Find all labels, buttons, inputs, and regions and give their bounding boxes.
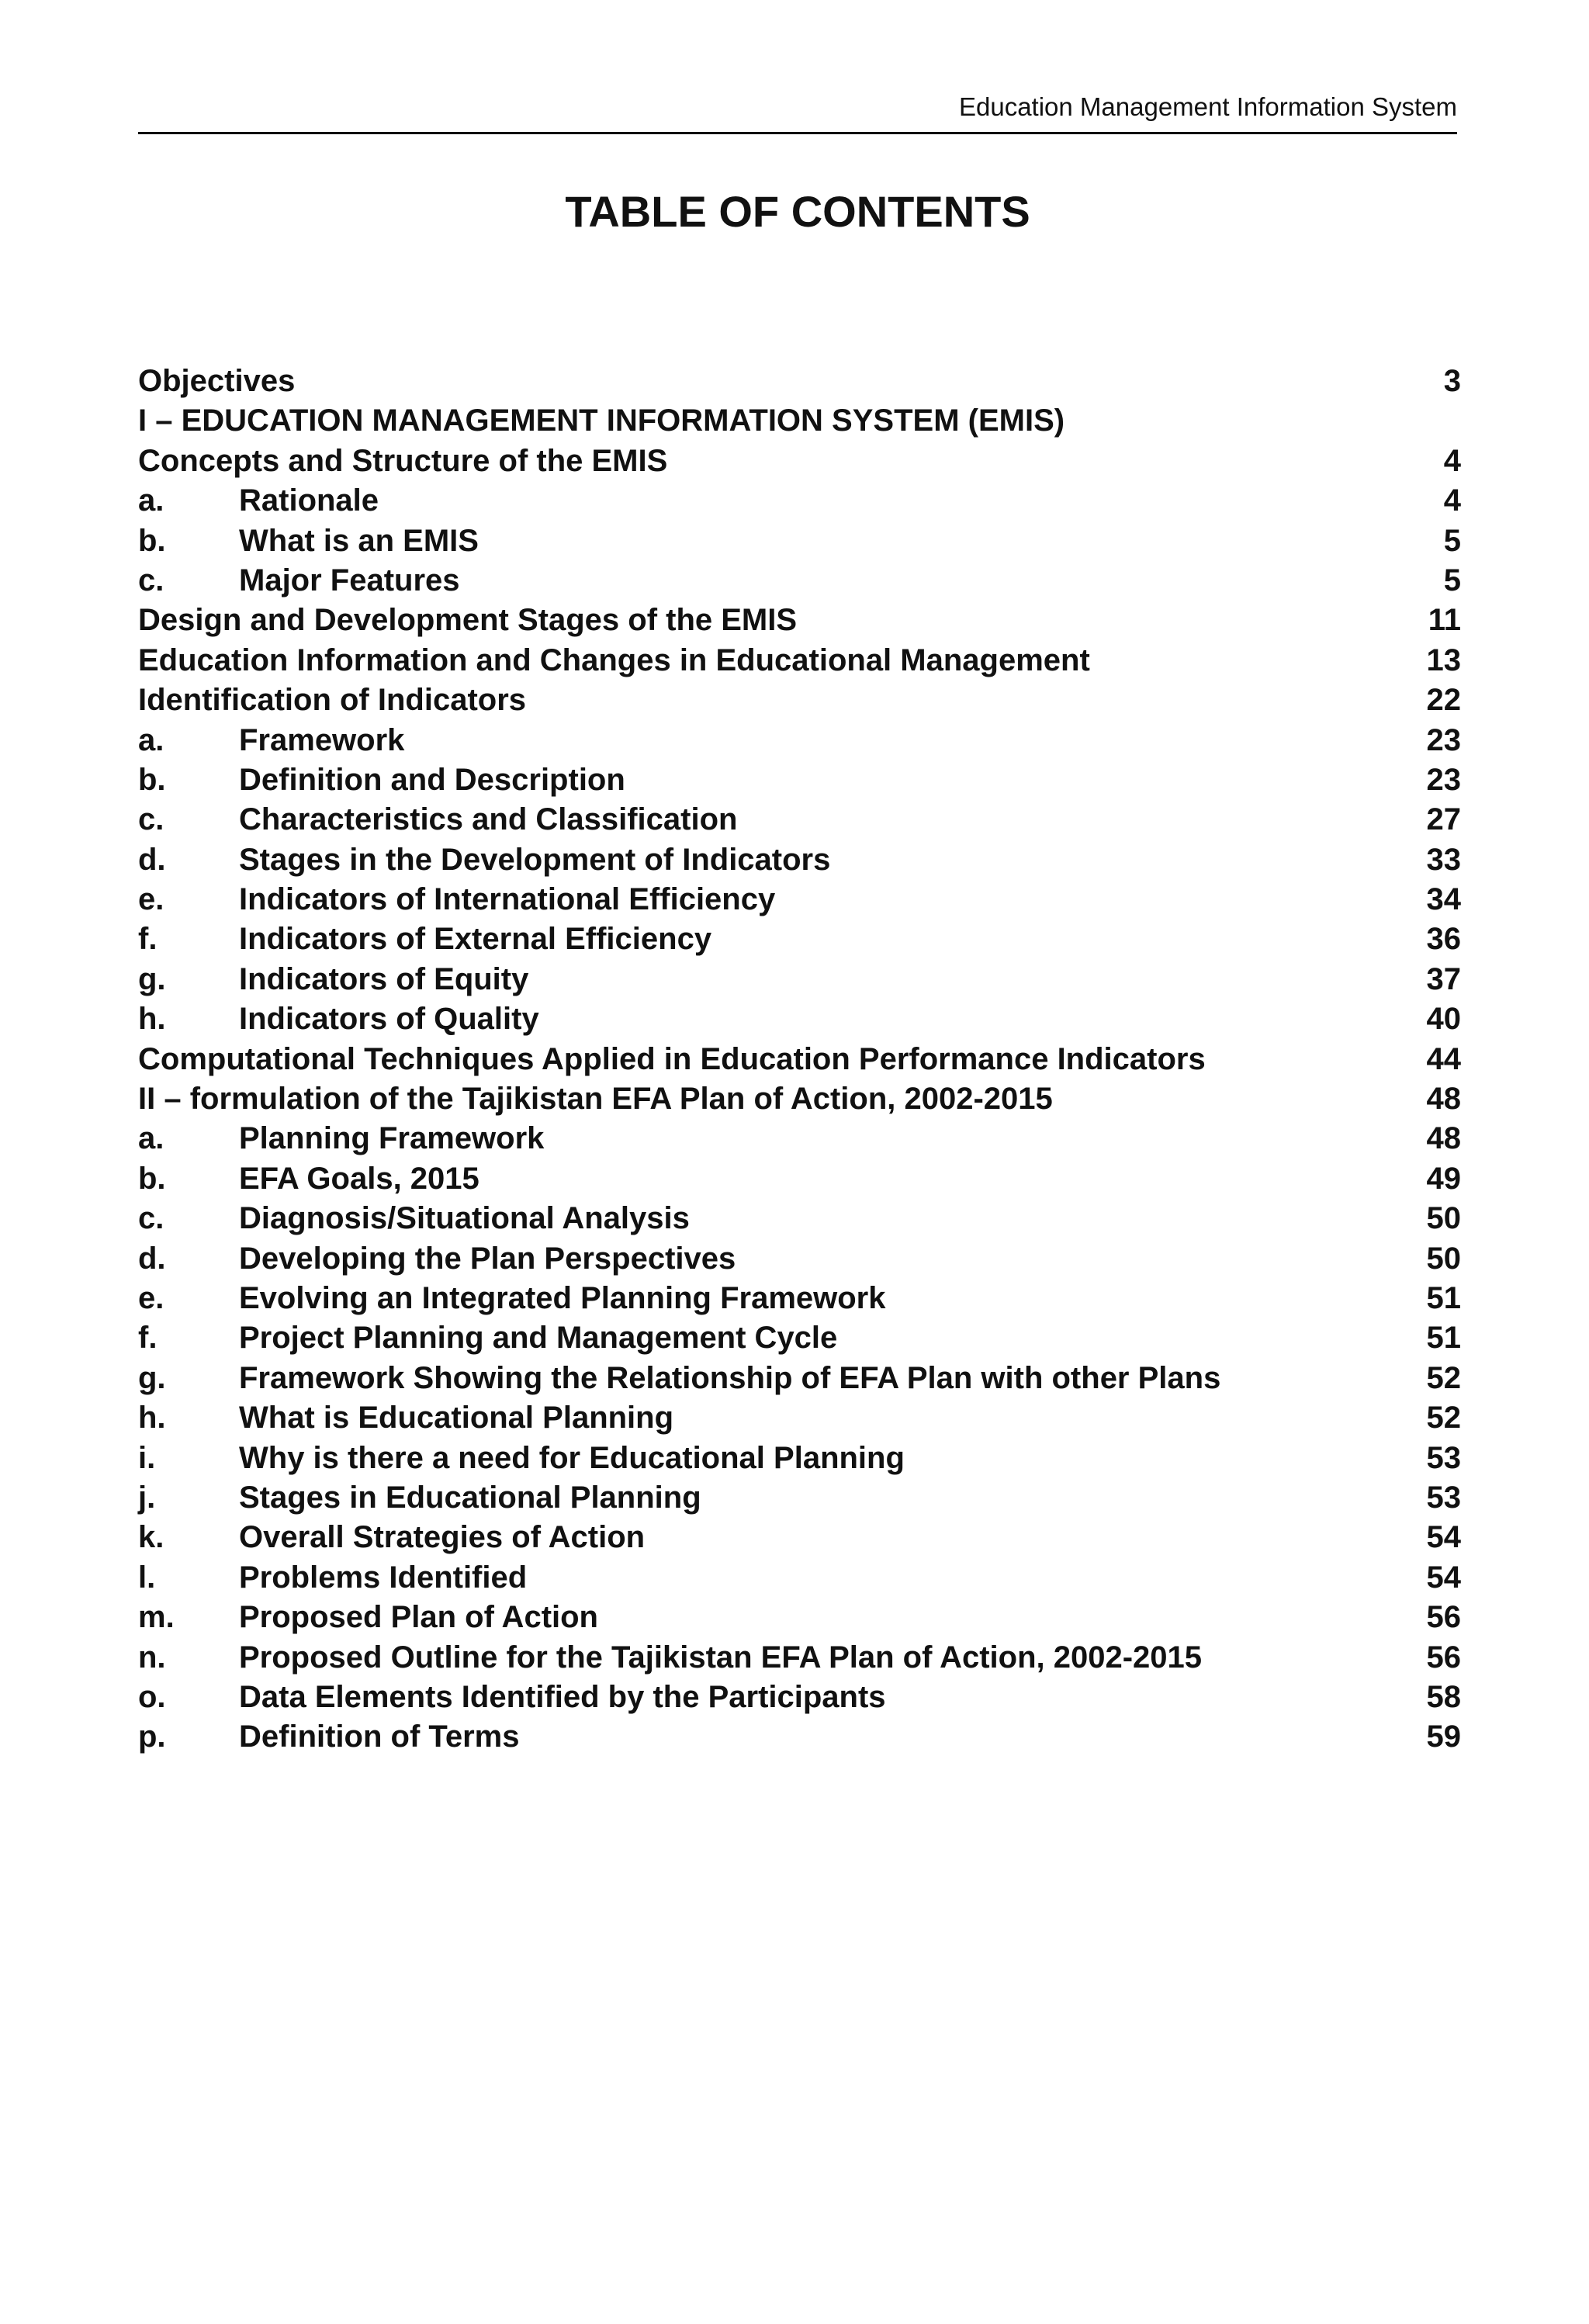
toc-entry-page: 53 xyxy=(1426,1480,1461,1515)
toc-entry-letter: a. xyxy=(138,722,164,757)
toc-entry-page: 11 xyxy=(1428,603,1461,638)
toc-entry-page: 22 xyxy=(1426,683,1461,718)
toc-entry-label: Objectives xyxy=(138,364,296,398)
toc-entry-letter: m. xyxy=(138,1600,175,1635)
toc-entry-page: 34 xyxy=(1426,882,1461,917)
toc-entry xyxy=(138,1040,1461,1079)
toc-entry-page: 44 xyxy=(1426,1041,1461,1076)
toc-entry-page: 58 xyxy=(1426,1679,1461,1714)
toc-entry xyxy=(138,681,1461,720)
toc-entry xyxy=(138,800,1461,840)
toc-entry xyxy=(138,1279,1461,1318)
toc-entry-letter: i. xyxy=(138,1440,156,1475)
toc-entry-page: 54 xyxy=(1426,1520,1461,1555)
toc-entry xyxy=(138,1159,1461,1199)
toc-entry-letter: g. xyxy=(138,1360,166,1395)
toc-entry-letter: k. xyxy=(138,1520,164,1555)
toc-entry-label: Data Elements Identified by the Participants xyxy=(239,1679,886,1714)
toc-entry xyxy=(138,1318,1461,1358)
toc-entry-page: 23 xyxy=(1426,762,1461,797)
toc-entry-label: Project Planning and Management Cycle xyxy=(239,1321,838,1356)
toc-entry-label: Stages in the Development of Indicators xyxy=(239,842,831,877)
toc-entry-label: Overall Strategies of Action xyxy=(239,1520,646,1555)
toc-entry-label: Evolving an Integrated Planning Framework xyxy=(239,1280,886,1315)
toc-entry xyxy=(138,442,1461,481)
toc-entry xyxy=(138,1199,1461,1238)
toc-entry xyxy=(138,1359,1461,1398)
toc-entry xyxy=(138,840,1461,880)
toc-entry xyxy=(138,1518,1461,1557)
toc-entry xyxy=(138,960,1461,999)
toc-entry xyxy=(138,1638,1461,1678)
toc-entry-label: Indicators of International Efficiency xyxy=(239,882,776,917)
toc-entry-page: 5 xyxy=(1443,563,1461,597)
toc-entry-label: EFA Goals, 2015 xyxy=(239,1161,479,1196)
toc-entry-letter: g. xyxy=(138,961,166,996)
toc-entry xyxy=(138,1439,1461,1478)
toc-entry-label: II – formulation of the Tajikistan EFA Plan of Action, 2002-2015 xyxy=(138,1082,1053,1117)
toc-entry xyxy=(138,1598,1461,1637)
toc-entry xyxy=(138,1678,1461,1717)
toc-entry-page: 56 xyxy=(1426,1640,1461,1675)
toc-entry xyxy=(138,641,1461,681)
toc-entry xyxy=(138,481,1461,521)
toc-entry-page: 53 xyxy=(1426,1440,1461,1475)
toc-entry-page: 48 xyxy=(1426,1121,1461,1156)
toc-entry-label: Concepts and Structure of the EMIS xyxy=(138,443,668,478)
toc-entry-label: Why is there a need for Educational Planning xyxy=(239,1440,905,1475)
toc-entry xyxy=(138,1717,1461,1757)
toc-entry xyxy=(138,721,1461,760)
toc-entry-page: 23 xyxy=(1426,722,1461,757)
toc-entry-page: 54 xyxy=(1426,1560,1461,1595)
toc-entry-page: 4 xyxy=(1443,483,1461,518)
toc-entry-letter: a. xyxy=(138,1121,164,1156)
toc-entry-page: 51 xyxy=(1426,1321,1461,1356)
toc-entry-letter: c. xyxy=(138,563,164,597)
toc-entry-label: Planning Framework xyxy=(239,1121,545,1156)
toc-entry-label: Indicators of Equity xyxy=(239,961,529,996)
toc-entry xyxy=(138,880,1461,920)
toc-entry xyxy=(138,1079,1461,1119)
toc-entry-page: 36 xyxy=(1426,922,1461,957)
toc-entry-page: 13 xyxy=(1426,642,1461,677)
toc-entry-label: Definition and Description xyxy=(239,762,625,797)
toc-entry-letter: f. xyxy=(138,1321,158,1356)
toc-entry-label: Developing the Plan Perspectives xyxy=(239,1241,736,1276)
toc-entry-label: Stages in Educational Planning xyxy=(239,1480,701,1515)
toc-entry-label: What is an EMIS xyxy=(239,523,479,558)
toc-entry xyxy=(138,1119,1461,1159)
toc-entry-label: Framework Showing the Relationship of EFA Plan with other Plans xyxy=(239,1360,1221,1395)
toc-entry-letter: d. xyxy=(138,1241,166,1276)
toc-entry-page: 48 xyxy=(1426,1082,1461,1117)
toc-entry-label: Identification of Indicators xyxy=(138,683,527,718)
table-of-contents xyxy=(138,362,1461,1758)
toc-entry-letter: l. xyxy=(138,1560,156,1595)
toc-entry-label: Framework xyxy=(239,722,405,757)
toc-entry-label: Proposed Outline for the Tajikistan EFA Plan of Action, 2002-2015 xyxy=(239,1640,1203,1675)
toc-entry-page: 52 xyxy=(1426,1360,1461,1395)
toc-entry-page: 37 xyxy=(1426,961,1461,996)
toc-entry-letter: j. xyxy=(138,1480,156,1515)
toc-entry xyxy=(138,1478,1461,1518)
toc-entry xyxy=(138,760,1461,800)
toc-entry-page: 40 xyxy=(1426,1002,1461,1037)
toc-entry-letter: h. xyxy=(138,1002,166,1037)
toc-entry xyxy=(138,601,1461,640)
toc-entry-page: 52 xyxy=(1426,1401,1461,1436)
toc-entry-letter: b. xyxy=(138,523,166,558)
toc-entry-letter: b. xyxy=(138,1161,166,1196)
toc-entry-page: 56 xyxy=(1426,1600,1461,1635)
toc-entry-letter: c. xyxy=(138,1201,164,1236)
toc-entry-label: Design and Development Stages of the EMIS xyxy=(138,603,798,638)
toc-entry-page: 5 xyxy=(1443,523,1461,558)
toc-entry-letter: c. xyxy=(138,802,164,837)
toc-entry-letter: b. xyxy=(138,762,166,797)
toc-entry-label: Proposed Plan of Action xyxy=(239,1600,598,1635)
toc-entry-page: 59 xyxy=(1426,1720,1461,1754)
toc-entry-label: Indicators of External Efficiency xyxy=(239,922,712,957)
toc-entry-page: 3 xyxy=(1443,364,1461,398)
toc-entry xyxy=(138,1558,1461,1598)
toc-entry xyxy=(138,920,1461,959)
toc-entry-page: 4 xyxy=(1443,443,1461,478)
toc-entry-label: Education Information and Changes in Educational Management xyxy=(138,642,1090,677)
toc-entry-label: Definition of Terms xyxy=(239,1720,520,1754)
toc-entry-page: 49 xyxy=(1426,1161,1461,1196)
toc-entry xyxy=(138,401,1461,441)
toc-entry xyxy=(138,362,1461,401)
header-rule xyxy=(138,132,1457,134)
toc-entry xyxy=(138,1398,1461,1438)
toc-entry-label: Diagnosis/Situational Analysis xyxy=(239,1201,690,1236)
toc-entry xyxy=(138,561,1461,601)
toc-entry-label: Major Features xyxy=(239,563,460,597)
toc-entry-label: Computational Techniques Applied in Education Performance Indicators xyxy=(138,1041,1206,1076)
toc-entry-letter: e. xyxy=(138,882,164,917)
toc-entry-label: Indicators of Quality xyxy=(239,1002,539,1037)
toc-entry xyxy=(138,1239,1461,1279)
toc-entry-letter: d. xyxy=(138,842,166,877)
toc-entry-letter: h. xyxy=(138,1401,166,1436)
toc-entry-letter: a. xyxy=(138,483,164,518)
toc-entry-label: What is Educational Planning xyxy=(239,1401,674,1436)
page-title: TABLE OF CONTENTS xyxy=(565,187,1030,236)
toc-entry-page: 50 xyxy=(1426,1201,1461,1236)
toc-entry-page: 27 xyxy=(1426,802,1461,837)
toc-entry xyxy=(138,521,1461,561)
toc-entry-page: 50 xyxy=(1426,1241,1461,1276)
toc-entry-letter: e. xyxy=(138,1280,164,1315)
toc-entry-letter: n. xyxy=(138,1640,166,1675)
toc-entry-label: Problems Identified xyxy=(239,1560,528,1595)
toc-entry-letter: p. xyxy=(138,1720,166,1754)
running-header: Education Management Information System xyxy=(958,92,1457,121)
toc-entry-label: I – EDUCATION MANAGEMENT INFORMATION SYSTEM (EMIS) xyxy=(138,403,1065,438)
toc-entry-letter: f. xyxy=(138,922,158,957)
toc-entry-label: Rationale xyxy=(239,483,379,518)
toc-entry-letter: o. xyxy=(138,1679,166,1714)
toc-entry xyxy=(138,999,1461,1039)
toc-entry-page: 51 xyxy=(1426,1280,1461,1315)
toc-entry-label: Characteristics and Classification xyxy=(239,802,738,837)
toc-entry-page: 33 xyxy=(1426,842,1461,877)
